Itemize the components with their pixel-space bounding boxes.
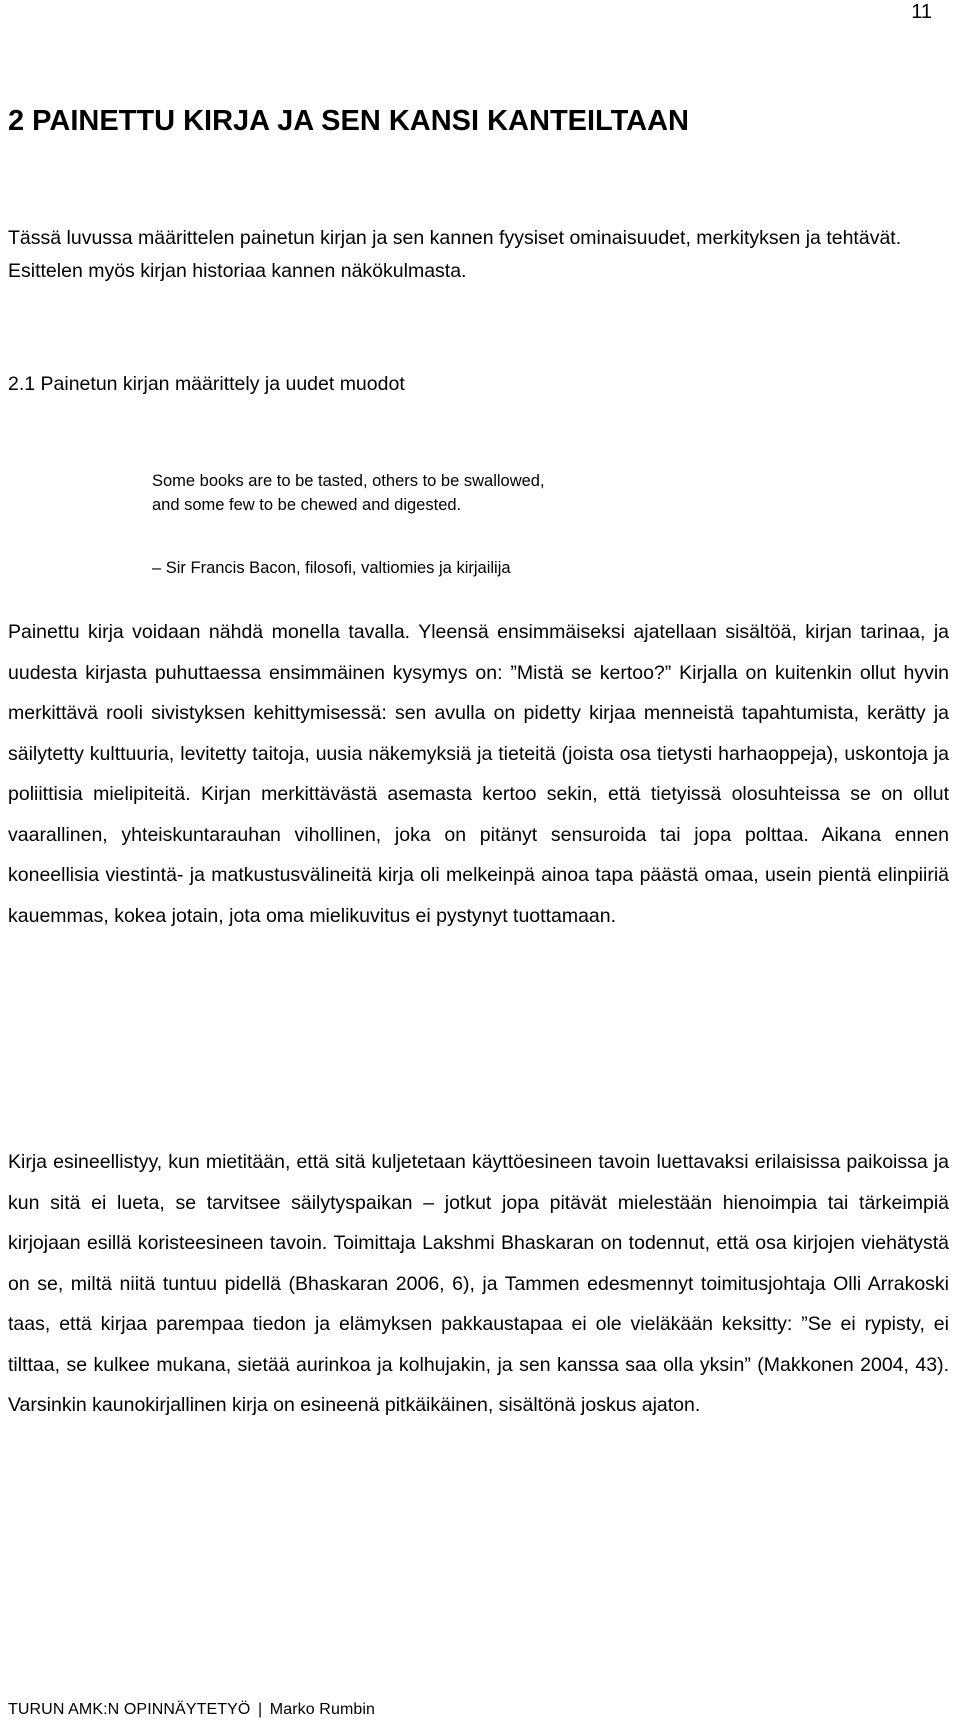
epigraph-line: and some few to be chewed and digested. [152,496,462,514]
body-paragraph: Painettu kirja voidaan nähdä monella tavalla. Yleensä ensimmäiseksi ajatellaan sisältöä, kirjan tarinaa, ja uudesta kirjasta puhuttaessa ensimmäinen kysymys on: ”Mistä se kertoo?” Kirjalla on kuitenkin ollut hyvin merkittävä rooli sivistyksen kehittymisessä: sen avulla on pidetty kirjaa menneistä tapahtumista, kerätty ja säilytetty kulttuuria, levitetty taitoja, uusia näkemyksiä ja tieteitä (joista osa tietysti harhaoppeja), uskontoja ja poliittisia mielipiteitä. Kirjan merkittävästä asemasta kertoo sekin, että tietyissä olosuhteissa se on ollut vaarallinen, yhteiskuntarauhan vihollinen, joka on pitänyt sensuroida tai jopa polttaa. Aikana ennen koneellisia viestintä- ja matkustusvälineitä kirja oli melkeinpä ainoa tapa päästä omaa, usein pientä elinpiiriä kauemmas, kokea jotain, jota oma mielikuvitus ei pystynyt tuottamaan. [8,621,949,927]
section-title: 2.1 Painetun kirjan määrittely ja uudet muodot [8,373,405,395]
footer-separator: | [257,1701,263,1718]
footer-author: Marko Rumbin [269,1701,376,1718]
epigraph-quote [152,469,912,517]
footer-institution: TURUN AMK:N OPINNÄYTETYÖ [8,1701,251,1718]
epigraph-line: Some books are to be tasted, others to be swallowed, [152,472,545,490]
chapter-title: 2 PAINETTU KIRJA JA SEN KANSI KANTEILTAAN [8,105,690,137]
chapter-intro: Tässä luvussa määrittelen painetun kirjan ja sen kannen fyysiset ominaisuudet, merkityksen ja tehtävät. Esittelen myös kirjan historiaa kannen näkökulmasta. [8,227,902,282]
page-number: 11 [911,1,932,23]
epigraph-source: – Sir Francis Bacon, filosofi, valtiomies ja kirjailija [152,559,511,577]
body-paragraph: Kirja esineellistyy, kun mietitään, että sitä kuljetetaan käyttöesineen tavoin luettavaksi erilaisissa paikoissa ja kun sitä ei lueta, se tarvitsee säilytyspaikan – jotkut jopa pitävät mielestään hienoimpia tai tärkeimpiä kirjojaan esillä koristeesineen tavoin. Toimittaja Lakshmi Bhaskaran on todennut, että osa kirjojen viehätystä on se, miltä niitä tuntuu pidellä (Bhaskaran 2006, 6), ja Tammen edesmennyt toimitusjohtaja Olli Arrakoski taas, että kirjaa parempaa tiedon ja elämyksen pakkaustapaa ei ole vieläkään keksitty: ”Se ei rypisty, ei tilttaa, se kulkee mukana, sietää aurinkoa ja kolhujakin, ja sen kanssa saa olla yksin” (Makkonen 2004, 43). Varsinkin kaunokirjallinen kirja on esineenä pitkäikäinen, sisältönä joskus ajaton. [8,1151,949,1416]
page-footer [8,1700,375,1720]
